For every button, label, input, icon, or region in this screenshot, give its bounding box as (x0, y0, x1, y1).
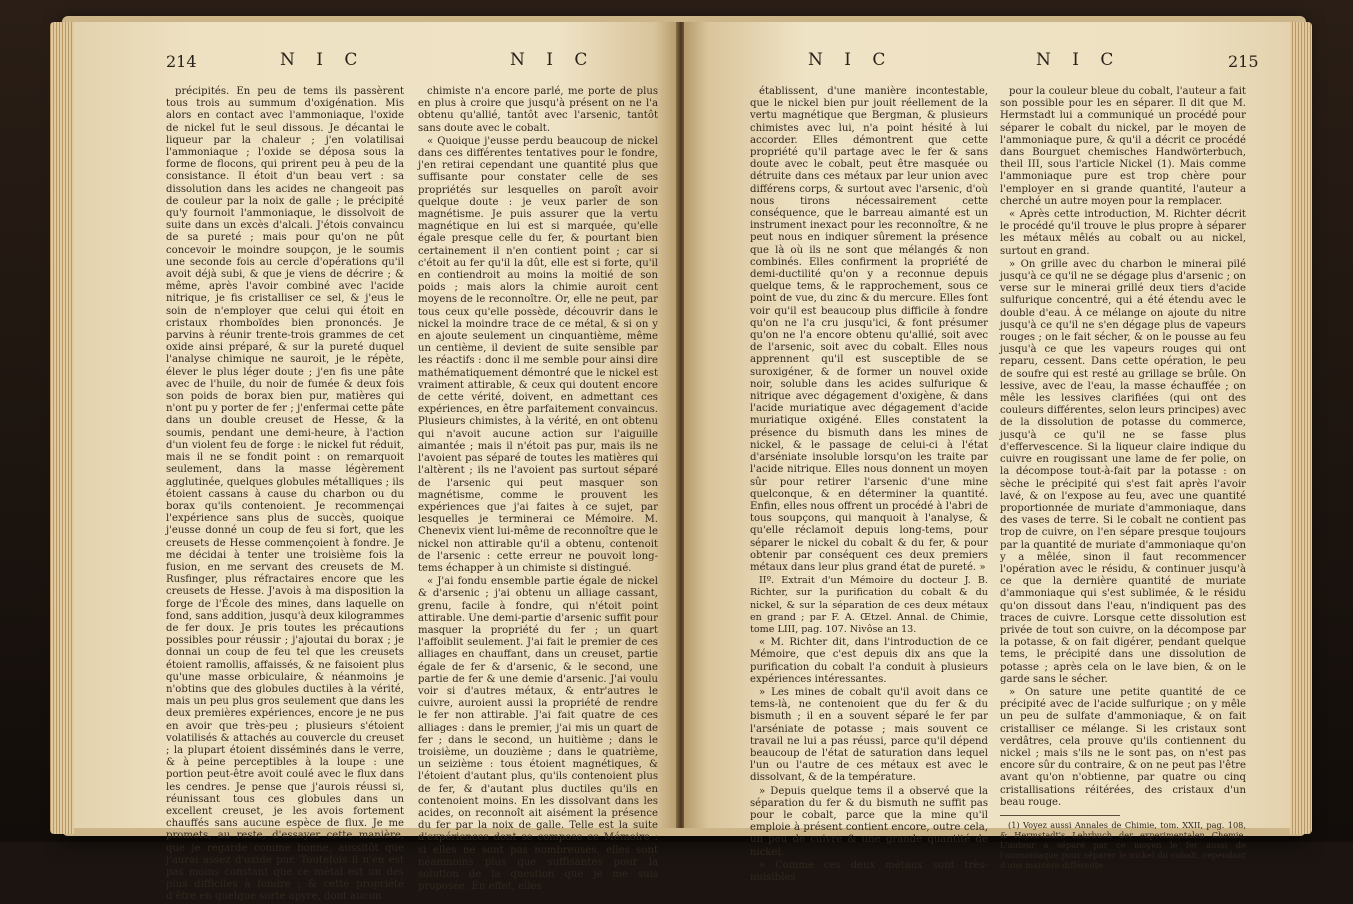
running-head: N I C (280, 50, 366, 70)
page-edges-right (1290, 22, 1312, 834)
running-head: N I C (1036, 50, 1122, 70)
paragraph: « Quoique j'eusse perdu beaucoup de nickel dans ces différentes tentatives pour le fondre, j'en retirai cependant une quantité plus que suffisante pour constater celle de ses propriétés sur lesquelles on paroît avoir quelque doute : je veux parler de son magnétisme. Je puis assurer que la vertu magnétique en lui est si marquée, qu'elle égale presque celle du fer, & pourtant bien certainement il n'en contient point ; car si c'étoit au fer qu'il la dût, elle est si forte, qu'il en contiendroit au moins la moitié de son poids ; mais alors la chimie auroit cent moyens de le reconnoître. Or, elle ne peut, par tous ceux qu'elle possède, découvrir dans le nickel la moindre trace de ce métal, & si on y en ajoute seulement un cinquantième, même un centième, il devient de suite sensible par les réactifs : donc il me semble pour ainsi dire mathématiquement démontré que le nickel est vraiment attirable, & ceux qui doutent encore de cette vérité, doivent, en admettant ces expériences, en être parfaitement convaincus. Plusieurs chimistes, à la vérité, en ont obtenu qui n'avoit aucune action sur l'aiguille aimantée ; mais il n'étoit pas pur, mais ils ne l'avoient pas séparé de toutes les matières qui l'altèrent ; ils ne l'avoient pas surtout séparé de l'arsenic qui peut masquer son magnétisme, comme le prouvent les expériences que j'ai faites à ce sujet, par lesquelles je terminerai ce Mémoire. M. Chenevix vient lui-même de reconnoître que le nickel non attirable qu'il a obtenu, contenoit de l'arsenic : cette erreur ne pouvoit long-tems échapper à un chimiste si distingué. (418, 135, 658, 574)
paragraph: » Comme ces deux métaux sont très-nuisibles (750, 859, 988, 883)
text-column-2 (1000, 86, 1246, 870)
text-column-1 (750, 86, 988, 883)
running-head: N I C (808, 50, 894, 70)
paragraph: chimiste n'a encore parlé, me porte de plus en plus à croire que jusqu'à présent on ne l'a obtenu qu'allié, tantôt avec l'arsenic, tantôt sans doute avec le cobalt. (418, 86, 658, 134)
page-number: 214 (166, 52, 197, 71)
page-edges-left (50, 22, 74, 834)
paragraph: pour la couleur bleue du cobalt, l'auteur a fait son possible pour les en séparer. Il dit que M. Hermstadt lui a communiqué un procédé pour séparer le cobalt du nickel, par le moyen de l'ammoniaque pure, & qu'il a décrit ce procédé dans Bourguet chemisches Handwörterbuch, theil III, sous l'article Nickel (1). Mais comme l'ammoniaque pure est trop chère pour l'employer en si grande quantité, l'auteur a cherché un autre moyen pour la remplacer. (1000, 86, 1246, 207)
text-column-1 (166, 86, 404, 903)
right-page (684, 22, 1290, 883)
paragraph: » On sature une petite quantité de ce précipité avec de l'acide sulfurique ; on y mêle un peu de sulfate d'ammoniaque, & on fait cristalliser ce mélange. Si les cristaux sont verdâtres, cela prouve qu'ils contiennent du nickel ; mais s'ils ne le sont pas, on n'est pas encore sûr du contraire, & on ne peut pas l'être avant qu'on n'obtienne, par quatre ou cinq cristallisations réitérées, des cristaux d'un beau rouge. (1000, 686, 1246, 808)
extract-heading: IIº. Extrait d'un Mémoire du docteur J. B. Richter, sur la purification du cobalt & du nickel, & sur la séparation de ces deux métaux en grand ; par F. A. Œtzel. Annal. de Chimie, tome LIII, pag. 107. Nivôse an 13. (750, 575, 988, 635)
text-column-2 (418, 86, 658, 893)
paragraph: « Après cette introduction, M. Richter décrit le procédé qu'il trouve le plus propre à séparer les métaux mêlés au cobalt ou au nickel, surtout en grand. (1000, 209, 1246, 257)
running-head: N I C (510, 50, 596, 70)
left-page (74, 22, 678, 903)
footnote: (1) Voyez aussi Annales de Chimie, tom. XXII, pag. 108, & Hermstadt's Lehrbuch der experimentalen Chemie. L'auteur a séparé par ce moyen le fer aussi de l'ammoniaque pour séparer le nickel du cobalt, cependant d'une manière différente. (1000, 819, 1246, 870)
paragraph: » Les mines de cobalt qu'il avoit dans ce tems-là, ne contenoient que du fer & du bismuth ; il en a souvent séparé le fer par l'arséniate de potasse ; mais souvent ce travail ne lui a pas réussi, parce qu'il dépend beaucoup de l'état de saturation dans lequel l'un ou l'autre de ces métaux est avec le dissolvant, & de la température. (750, 686, 988, 784)
footnote-rule (1000, 815, 1120, 816)
paragraph: » On grille avec du charbon le minerai pilé jusqu'à ce qu'il ne se dégage plus d'arsenic ; on verse sur le minerai grillé deux tiers d'acide sulfurique concentré, qui a été étendu avec le double d'eau. À ce mélange on ajoute du nitre jusqu'à ce qu'il ne s'en dégage plus de vapeurs rouges ; on le fait sécher, & on le pousse au feu jusqu'à ce que les vapeurs rouges qui ont reparu, cessent. Dans cette opération, le peu de soufre qui est resté au grillage se brûle. On lessive, avec de l'eau, la masse échauffée ; on mêle les lessives clarifiées (qui ont des couleurs différentes, selon leurs principes) avec de la dissolution de potasse du commerce, jusqu'à ce qu'il ne se fasse plus d'effervescence. Si la liqueur claire indique du cuivre en rougissant une lame de fer polie, on la décompose tout-à-fait par la potasse : on sèche le précipité qui s'est fait après l'avoir lavé, & on l'expose au feu, avec une quantité proportionnée de muriate d'ammoniaque, dans des vases de terre. Si le cobalt ne contient pas trop de cuivre, on l'en sépare presque toujours par la quantité de muriate d'ammoniaque qu'on y a mêlée, sinon il faut recommencer l'opération avec le résidu, & continuer jusqu'à ce que la dernière quantité de muriate d'ammoniaque qui s'est sublimée, & le résidu qu'on dissout dans l'eau, n'indiquent pas des traces de cuivre. Lorsque cette dissolution est privée de tout son cuivre, on la décompose par la potasse, & on fait digérer, pendant quelque tems, le précipité dans une dissolution de potasse ; après cela on le lave bien, & on le garde sans le sécher. (1000, 258, 1246, 685)
paragraph: « J'ai fondu ensemble partie égale de nickel & d'arsenic ; j'ai obtenu un alliage cassant, grenu, facile à fondre, qui n'étoit point attirable. Une demi-partie d'arsenic suffit pour masquer la propriété du fer ; un quart l'affoiblit seulement. J'ai fait le premier de ces alliages en chauffant, dans un creuset, partie égale de fer & d'arsenic, & le second, une partie de fer & une demie d'arsenic. J'ai voulu voir si d'autres métaux, & entr'autres le cuivre, auroient aussi la propriété de rendre le fer non attirable. J'ai fait quatre de ces alliages : dans le premier, j'ai mis un quart de fer ; dans le second, un huitième ; dans le troisième, un douzième ; dans le quatrième, un seizième : tous étoient magnétiques, & l'étoient d'autant plus, qu'ils contenoient plus de fer, & d'autant plus ductiles qu'ils en contenoient moins. En les dissolvant dans les acides, on reconnoît ait aisément la présence du fer par la noix de galle. Telle est la suite d'expériences dont se compose ce Mémoire : si elles ne sont pas nombreuses, elles sont néanmoins plus que suffisantes pour la solution de la question que je me suis proposée. En effet, elles (418, 576, 658, 893)
paragraph: » Depuis quelque tems il a observé que la séparation du fer & du bismuth ne suffit pas pour le cobalt, parce que la mine qu'il emploie à présent contient encore, outre cela, un peu de cuivre & une grande quantité de nickel. (750, 785, 988, 858)
paragraph: « M. Richter dit, dans l'introduction de ce Mémoire, que c'est depuis dix ans que la purification du cobalt l'a conduit à plusieurs expériences intéressantes. (750, 637, 988, 685)
page-number: 215 (1228, 52, 1259, 71)
paragraph: précipités. En peu de tems ils passèrent tous trois au summum d'oxigénation. Mis alors en contact avec l'ammoniaque, l'oxide de nickel fut le seul dissous. Je décantai le liqueur par la chaleur ; j'en volatilisai l'ammoniaque ; l'oxide se déposa sous la forme de flocons, qui prirent peu à peu de la consistance. Il étoit d'un beau vert : sa dissolution dans les acides ne changeoit pas de couleur par la noix de galle ; le précipité qu'y fournoit l'ammoniaque, le dissolvoit de suite dans un excès d'alcali. J'étois convaincu de sa pureté ; mais pour qu'on ne pût concevoir le moindre soupçon, je le soumis une seconde fois au cercle d'opérations qu'il avoit déjà subi, & que je viens de décrire ; & même, après l'avoir combiné avec l'acide nitrique, je fis cristalliser ce sel, & j'eus le soin de n'employer que celui qui étoit en cristaux rhomboïdes bien prononcés. Je parvins à réunir trente-trois grammes de cet oxide ainsi préparé, & sur la pureté duquel l'analyse chimique ne sauroit, je le répète, élever le plus léger doute ; j'en fis une pâte avec de l'huile, du noir de fumée & deux fois son poids de borax bien pur, matières qui n'ont pu y porter de fer ; j'enfermai cette pâte dans un double creuset de Hesse, & la soumis, pendant une demi-heure, à l'action d'un violent feu de forge : le nickel fut réduit, mais il ne se fondit point : on remarquoit seulement, dans la masse légèrement agglutinée, quelques globules métalliques ; ils étoient cassans à cause du charbon ou du borax qu'ils contenoient. Je recommençai l'expérience sans plus de succès, quoique j'eusse donné un coup de feu si fort, que les creusets de Hesse commençoient à fondre. Je me décidai à tenter une troisième fois la fusion, en me servant des creusets de M. Rusfinger, plus réfractaires encore que les creusets de Hesse. J'avois à ma disposition la forge de l'École des mines, dans laquelle on fond, sans addition, jusqu'à deux kilogrammes de fer doux. Je pris toutes les précautions possibles pour réussir ; j'ajoutai du borax ; je donnai un coup de feu tel que les creusets étoient ramollis, affaissés, & ne faisoient plus qu'une masse orbiculaire, & néanmoins je n'obtins que des globules ductiles à la vérité, mais un peu plus gros seulement que dans les deux premières expériences, encore je ne pus en avoir que très-peu ; plusieurs s'étoient volatilisés & attachés au couvercle du creuset ; la plupart étoient disséminés dans le verre, & à peine perceptibles à la loupe : une portion peut-être avoit coulé avec le flux dans les cendres. Je pense que j'aurois réussi si, réunissant tous ces globules dans un excellent creuset, je les avois fortement chauffés sans aucune espèce de flux. Je me promets, au reste, d'essayer cette manière, que je regarde comme bonne, aussitôt que j'aurai assez d'oxide pur. Toutefois il n'en est pas moins constant que ce métal est un des plus difficiles à fondre ; & cette propriété d'être en quelque sorte apyre, dont aucun (166, 86, 404, 903)
paragraph: établissent, d'une manière incontestable, que le nickel bien pur jouit réellement de la vertu magnétique que Bergman, & plusieurs chimistes avec lui, n'a point hésité à lui accorder. Elles démontrent que cette propriété qu'il partage avec le fer & sans doute avec le cobalt, peut être masquée ou détruite dans ces métaux par leur union avec différens corps, & surtout avec l'arsenic, d'où nous tirons nécessairement cette conséquence, que le barreau aimanté est un instrument inexact pour les reconnoître, & ne peut nous en indiquer sûrement la présence que là où ils ne sont que mélangés & non combinés. Elles confirment la propriété de demi-ductilité qu'on y a reconnue depuis quelque tems, & le rapprochement, sous ce point de vue, du zinc & du mercure. Elles font voir qu'il est beaucoup plus difficile à fondre qu'on ne l'a cru jusqu'ici, & font présumer qu'on ne l'a encore obtenu qu'allié, soit avec de l'arsenic, soit avec du cobalt. Elles nous apprennent qu'il est susceptible de se suroxigéner, & de former un nouvel oxide noir, soluble dans les acides sulfurique & nitrique avec dégagement d'oxigène, & dans l'acide muriatique avec dégagement d'acide muriatique oxigéné. Elles constatent la présence du bismuth dans les mines de nickel, & le passage de celui-ci à l'état d'arséniate insoluble lorsqu'on les traite par l'acide nitrique. Elles nous donnent un moyen sûr pour retirer l'arsenic d'une mine quelconque, & en déterminer la quantité. Enfin, elles nous offrent un procédé à l'abri de tous soupçons, qui manquoit à l'analyse, & qu'elle réclamoit depuis long-tems, pour séparer le nickel du cobalt & du fer, & pour obtenir par conséquent ces deux premiers métaux dans leur plus grand état de pureté. » (750, 86, 988, 573)
